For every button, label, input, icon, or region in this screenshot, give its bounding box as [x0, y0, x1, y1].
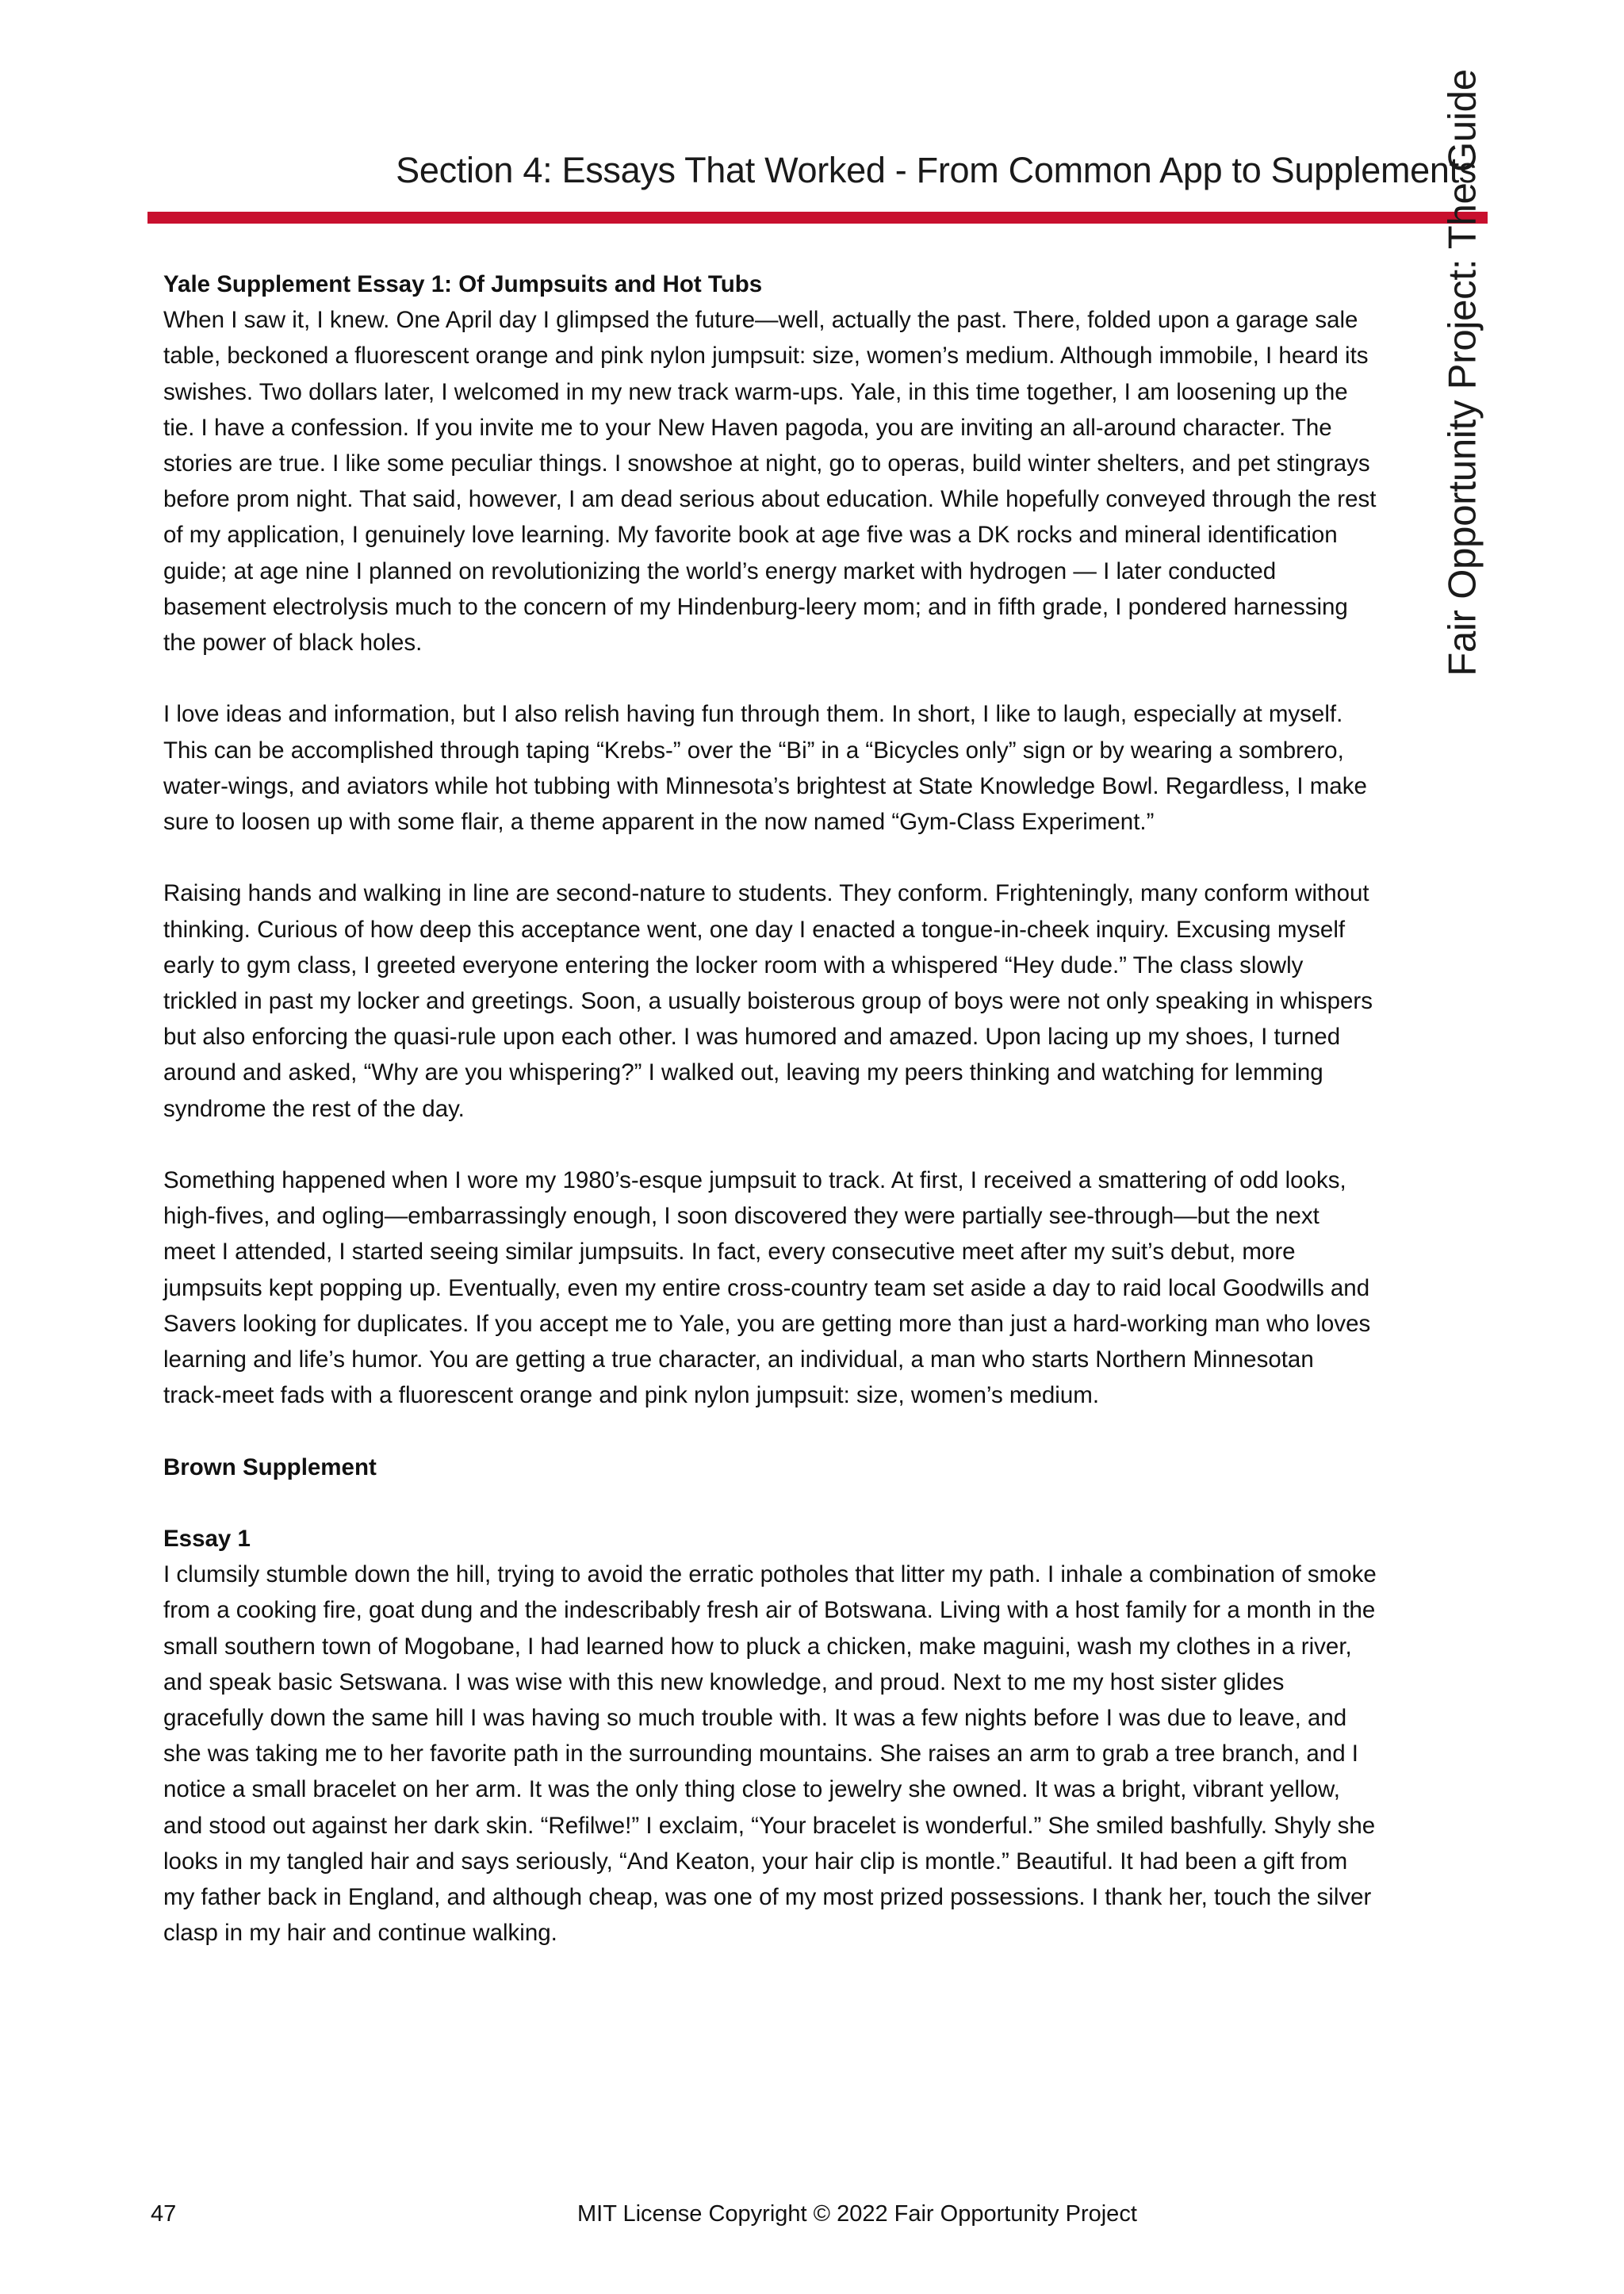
yale-essay-heading: Yale Supplement Essay 1: Of Jumpsuits and Hot Tubs [163, 271, 763, 297]
page-header-title: Section 4: Essays That Worked - From Common App to Supplements [396, 150, 1477, 190]
document-body [163, 266, 1377, 1987]
brown-essay-1-text: I clumsily stumble down the hill, trying to avoid the erratic potholes that litter my path. I inhale a combination of smoke from a cooking fire, goat dung and the indescribably fresh air of Botswana. Living with a host family for a month in the small southern town of Mogobane, I had learned how to pluck a chicken, make maguini, wash my clothes in a river, and speak basic Setswana. I was wise with this new knowledge, and proud. Next to me my host sister glides gracefully down the same hill I was having so much trouble with. It was a few nights before I was due to leave, and she was taking me to her favorite path in the surrounding mountains. She raises an arm to grab a tree branch, and I notice a small bracelet on her arm. It was the only thing close to jewelry she owned. It was a bright, vibrant yellow, and stood out against her dark skin. “Refilwe!” I exclaim, “Your bracelet is wonderful.” She smiled bashfully. Shyly she looks in my tangled hair and says seriously, “And Keaton, your hair clip is montle.” Beautiful. It had been a gift from my father back in England, and although cheap, was one of my most prized possessions. I thank her, touch the silver clasp in my hair and continue walking. [163, 1561, 1377, 1947]
page-footer [0, 2198, 1624, 2230]
brown-essay-1-paragraph [163, 1521, 1377, 1951]
brown-essay-1-heading: Essay 1 [163, 1526, 251, 1553]
page-number: 47 [151, 2201, 177, 2227]
yale-paragraph-2: I love ideas and information, but I also relish having fun through them. In short, I like to laugh, especially at myself. This can be accomplished through taping “Krebs-” over the “Bi” in a “Bicycles only” sign or by wearing a sombrero, water-wings, and aviators while hot tubbing with Minnesota’s brightest at State Knowledge Bowl. Regardless, I make sure to loosen up with some flair, a theme apparent in the now named “Gym-Class Experiment.” [163, 701, 1367, 836]
yale-paragraph-4: Something happened when I wore my 1980’s-esque jumpsuit to track. At first, I received a smattering of odd looks, high-fives, and ogling—embarrassingly enough, I soon discovered they were partially see-through—but the next meet I attended, I started seeing similar jumpsuits. In fact, every consecutive meet after my suit’s debut, more jumpsuits kept popping up. Eventually, even my entire cross-country team set aside a day to raid local Goodwills and Savers looking for duplicates. If you accept me to Yale, you are getting more than just a hard-working man who loves learning and life’s humor. You are getting a true character, an individual, a man who starts Northern Minnesotan track-meet fads with a fluorescent orange and pink nylon jumpsuit: size, women’s medium. [163, 1167, 1371, 1409]
brown-supplement-heading: Brown Supplement [163, 1453, 377, 1480]
side-running-title: Fair Opportunity Project: The Guide [1441, 69, 1484, 676]
header-divider [147, 212, 1488, 224]
copyright-notice: MIT License Copyright © 2022 Fair Opportunity Project [577, 2201, 1137, 2227]
yale-paragraph-3: Raising hands and walking in line are second-nature to students. They conform. Frighteningly, many conform without thinking. Curious of how deep this acceptance went, one day I enacted a tongue-in-cheek inquiry. Excusing myself early to gym class, I greeted everyone entering the locker room with a whispered “Hey dude.” The class slowly trickled in past my locker and greetings. Soon, a usually boisterous group of boys were not only speaking in whispers but also enforcing the quasi-rule upon each other. I was humored and amazed. Upon lacing up my shoes, I turned around and asked, “Why are you whispering?” I walked out, leaving my peers thinking and watching for lemming syndrome the rest of the day. [163, 880, 1373, 1122]
yale-paragraph-1-text: When I saw it, I knew. One April day I glimpsed the future—well, actually the past. There, folded upon a garage sale table, beckoned a fluorescent orange and pink nylon jumpsuit: size, women’s medium. Although immobile, I heard its swishes. Two dollars later, I welcomed in my new track warm-ups. Yale, in this time together, I am loosening up the tie. I have a confession. If you invite me to your New Haven pagoda, you are inviting an all-around character. The stories are true. I like some peculiar things. I snowshoe at night, go to operas, build winter shelters, and pet stingrays before prom night. That said, however, I am dead serious about education. While hopefully conveyed through the rest of my application, I genuinely love learning. My favorite book at age five was a DK rocks and mineral identification guide; at age nine I planned on revolutionizing the world’s energy market with hydrogen — I later conducted basement electrolysis much to the concern of my Hindenburg-leery mom; and in fifth grade, I pondered harnessing the power of black holes. [163, 307, 1377, 657]
yale-paragraph-1 [163, 266, 1377, 661]
